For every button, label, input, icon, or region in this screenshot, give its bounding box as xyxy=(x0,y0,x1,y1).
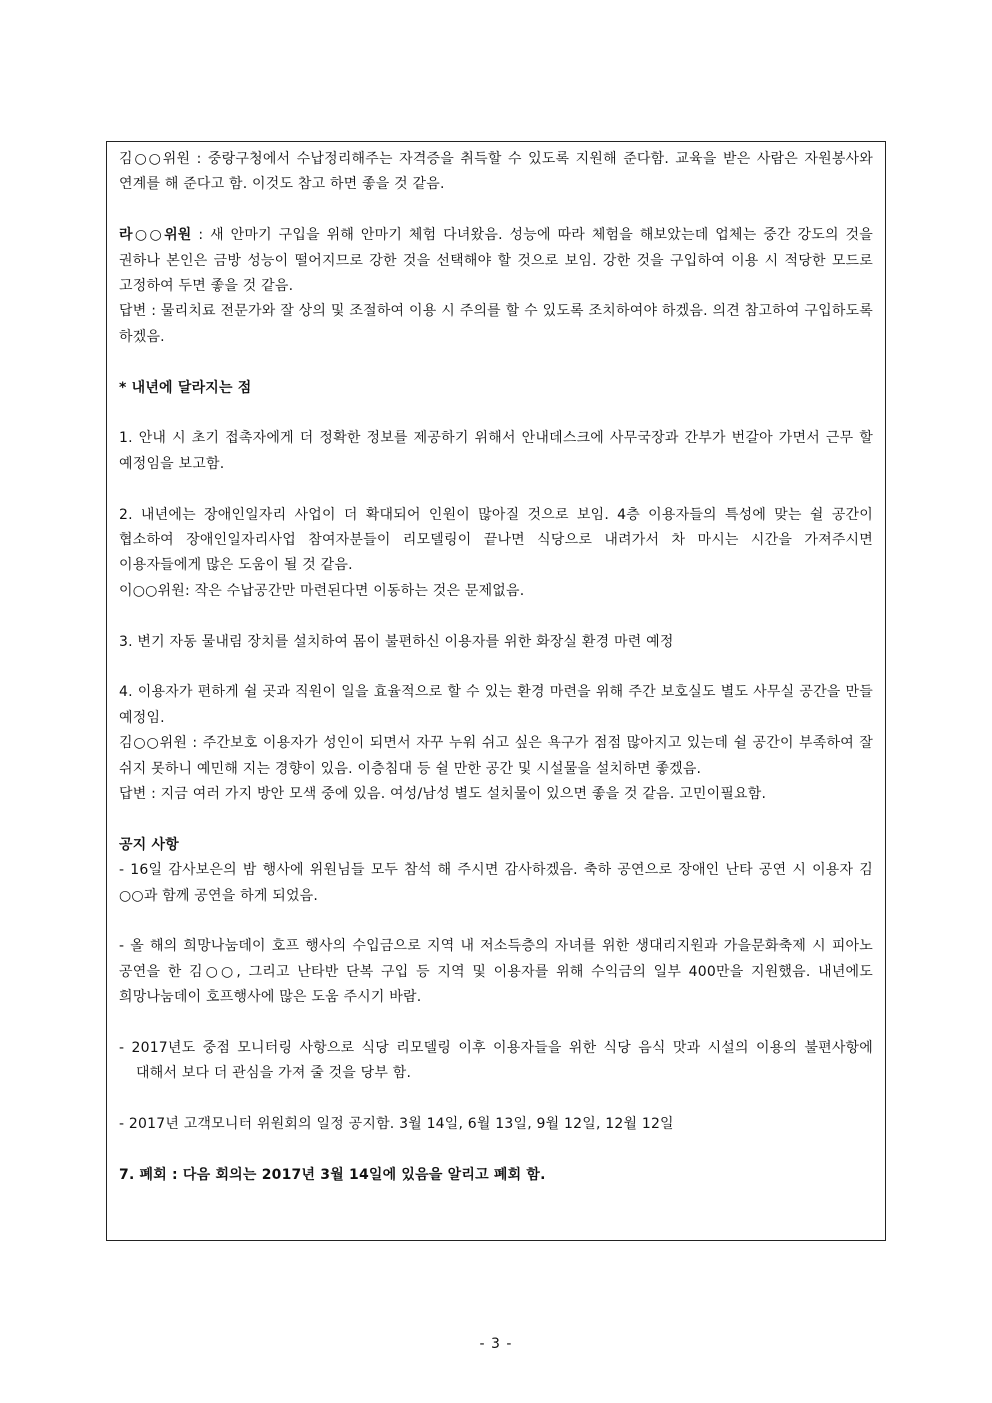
change-item-4-answer: 답변 : 지금 여러 가지 방안 모색 중에 있음. 여성/남성 별도 설치물이 있으면 좋을 것 같음. 고민이필요함. xyxy=(119,786,767,803)
page-number: - 3 - xyxy=(479,1336,513,1352)
opinion-ra-text: : 새 안마기 구입을 위해 안마기 체험 다녀왔음. 성능에 따라 체험을 해보았는데 업체는 중간 강도의 것을 권하나 본인은 금방 성능이 떨어지므로 강한 것을 선택해야 할 것으로 보임. 강한 것을 구입하여 이용 시 적당한 모드로 고정하여 두면 좋을 것 같음. xyxy=(119,227,873,295)
change-item-4-reply: 김○○위원 : 주간보호 이용자가 성인이 되면서 자꾸 누워 쉬고 싶은 욕구가 점점 많아지고 있는데 쉴 공간이 부족하여 잘 쉬지 못하니 예민해 지는 경향이 있음. 이층침대 등 쉴 만한 공간 및 시설물을 설치하면 좋겠음. xyxy=(119,735,873,777)
section-heading-notices: 공지 사항 xyxy=(119,836,179,853)
change-item-4: 4. 이용자가 편하게 쉴 곳과 직원이 일을 효율적으로 할 수 있는 환경 마련을 위해 주간 보호실도 별도 사무실 공간을 만들 예정임. xyxy=(119,684,873,726)
member-name-ra: 라○○위원 xyxy=(119,227,192,244)
change-item-2-reply: 이○○위원: 작은 수납공간만 마련된다면 이동하는 것은 문제없음. xyxy=(119,582,525,599)
section-heading-next-year: * 내년에 달라지는 점 xyxy=(119,379,252,396)
closing-statement: 7. 폐회 : 다음 회의는 2017년 3월 14일에 있음을 알리고 폐회 함. xyxy=(119,1167,546,1184)
notice-item-1: - 16일 감사보은의 밤 행사에 위원님들 모두 참석 해 주시면 감사하겠음. 축하 공연으로 장애인 난타 공연 시 이용자 김○○과 함께 공연을 하게 되었음. xyxy=(119,862,873,904)
change-item-3: 3. 변기 자동 물내림 장치를 설치하여 몸이 불편하신 이용자를 위한 화장실 환경 마련 예정 xyxy=(119,633,674,650)
change-item-2: 2. 내년에는 장애인일자리 사업이 더 확대되어 인원이 많아질 것으로 보임. 4층 이용자들의 특성에 맞는 쉴 공간이 협소하여 장애인일자리사업 참여자분들이 리모델링이 끝나면 식당으로 내려가서 차 마시는 시간을 가져주시면 이용자들에게 많은 도움이 될 것 같음. xyxy=(119,506,873,574)
opinion-kim-storage: 김○○위원 : 중랑구청에서 수납정리해주는 자격증을 취득할 수 있도록 지원해 준다함. 교육을 받은 사람은 자원봉사와 연계를 해 준다고 함. 이것도 참고 하면 좋을 것 같음. xyxy=(119,151,873,193)
opinion-ra-massage xyxy=(119,223,873,299)
change-item-1: 1. 안내 시 초기 접촉자에게 더 정확한 정보를 제공하기 위해서 안내데스크에 사무국장과 간부가 번갈아 가면서 근무 할 예정임을 보고함. xyxy=(119,430,873,472)
answer-massage: 답변 : 물리치료 전문가와 잘 상의 및 조절하여 이용 시 주의를 할 수 있도록 조치하여야 하겠음. 의견 참고하여 구입하도록 하겠음. xyxy=(119,303,873,345)
notice-item-2: - 올 해의 희망나눔데이 호프 행사의 수입금으로 지역 내 저소득층의 자녀를 위한 생대리지원과 가을문화축제 시 피아노 공연을 한 김○○, 그리고 난타반 단복 구입 등 지역 및 이용자를 위해 수익금의 일부 400만을 지원했음. 내년에도 희망나눔데이 호프행사에 많은 도움 주시기 바람. xyxy=(119,938,873,1006)
minutes-content xyxy=(119,147,873,1188)
notice-item-4: - 2017년 고객모니터 위원회의 일정 공지함. 3월 14일, 6월 13일, 9월 12일, 12월 12일 xyxy=(119,1116,674,1133)
minutes-box xyxy=(106,141,886,1241)
notice-item-3: - 2017년도 중점 모니터링 사항으로 식당 리모델링 이후 이용자들을 위한 식당 음식 맛과 시설의 이용의 불편사항에 대해서 보다 더 관심을 가져 줄 것을 당부 함. xyxy=(119,1040,873,1082)
